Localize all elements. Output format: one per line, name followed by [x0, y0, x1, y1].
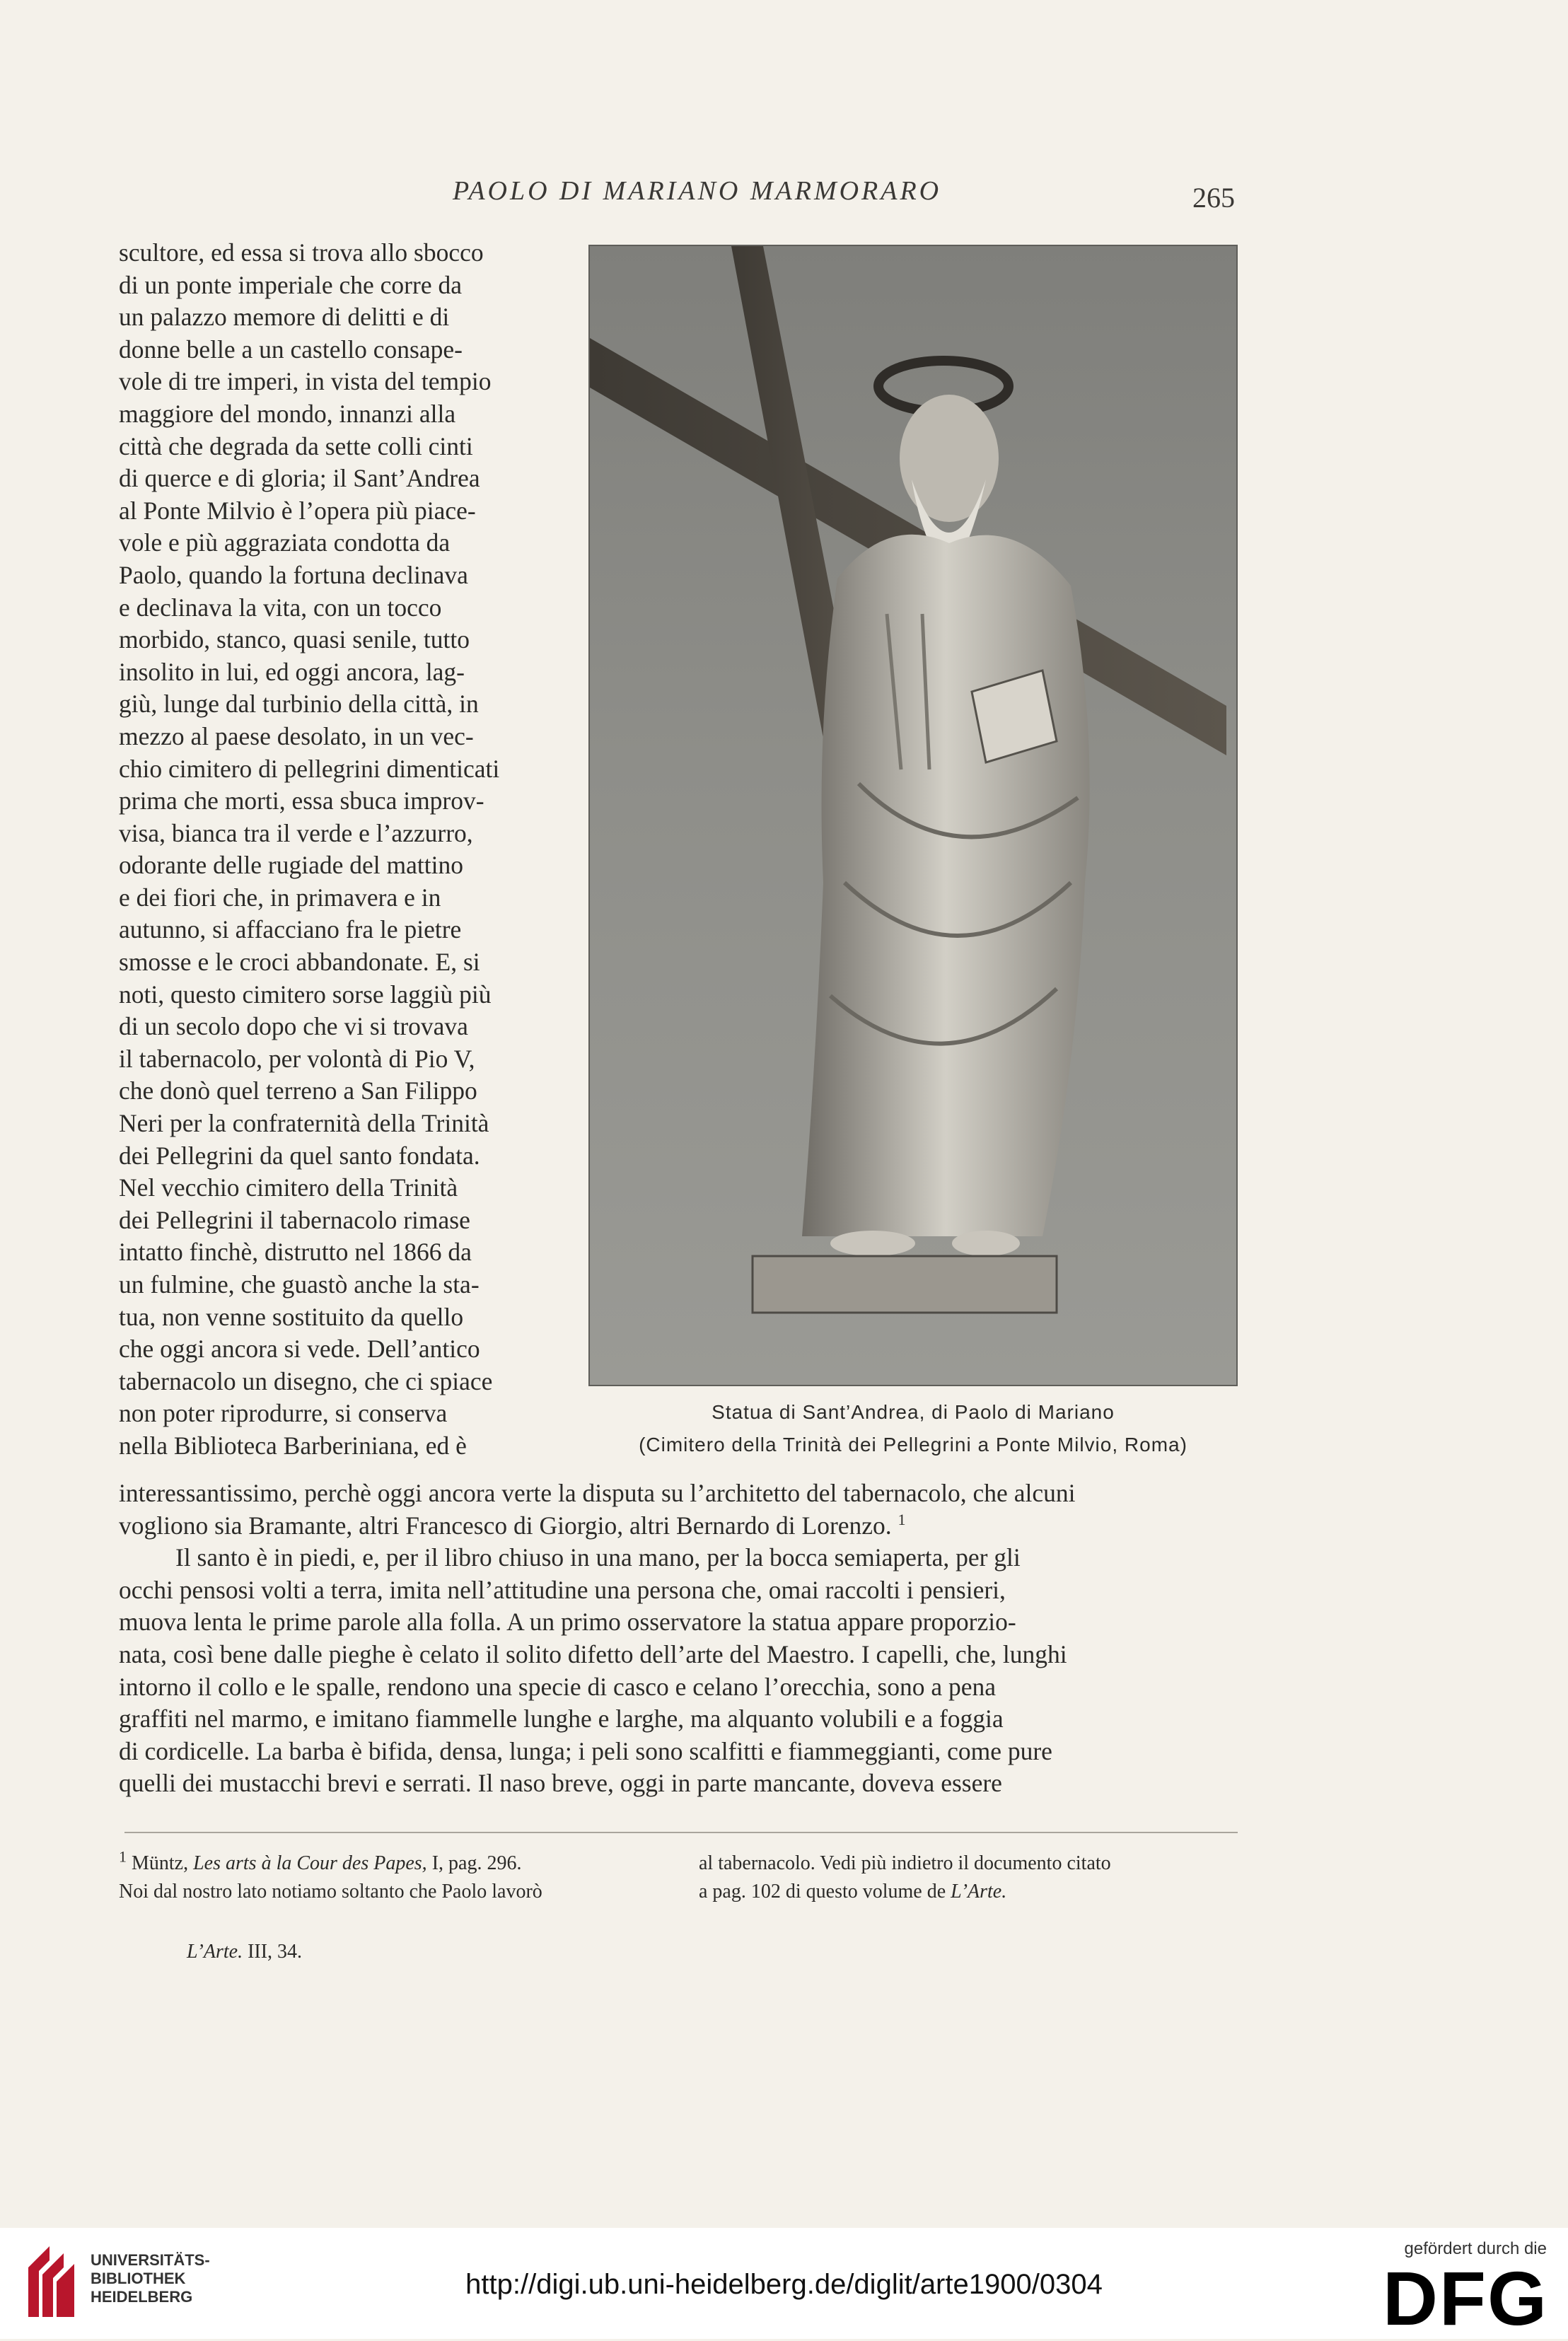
- text-line: nella Biblioteca Barberiniana, ed è: [119, 1431, 467, 1460]
- footnote-reference: I, pag. 296.: [431, 1852, 522, 1874]
- library-name-line: UNIVERSITÄTS-: [91, 2251, 210, 2269]
- figure-caption: [588, 1396, 1238, 1461]
- text-line: tua, non venne sostituito da quello: [119, 1302, 464, 1331]
- footnote-right: [699, 1849, 1236, 1906]
- text-line: dei Pellegrini il tabernacolo rimase: [119, 1205, 470, 1234]
- footnote-text: a pag. 102 di questo volume de: [699, 1881, 946, 1903]
- text-line: visa, bianca tra il verde e l’azzurro,: [119, 818, 473, 847]
- footnote-author: Müntz,: [132, 1852, 189, 1874]
- text-line: vole e più aggraziata condotta da: [119, 528, 451, 557]
- text-line: autunno, si affacciano fra le pietre: [119, 915, 462, 944]
- text-line: morbido, stanco, quasi senile, tutto: [119, 625, 470, 654]
- text-line: non poter riprodurre, si conserva: [119, 1399, 448, 1428]
- text-line: nata, così bene dalle pieghe è celato il solito difetto dell’arte del Maestro. I capelli, che, lunghi: [119, 1639, 1067, 1668]
- text-line: muova lenta le prime parole alla folla. A un primo osservatore la statua appare proporzio-: [119, 1608, 1016, 1637]
- text-line: Nel vecchio cimitero della Trinità: [119, 1173, 458, 1202]
- text-line: graffiti nel marmo, e imitano fiammelle lunghe e larghe, ma alquanto volubili e a foggia: [119, 1704, 1004, 1733]
- caption-line: Statua di Sant’Andrea, di Paolo di Mariano: [712, 1401, 1115, 1423]
- text-line: quelli dei mustacchi brevi e serrati. Il naso breve, oggi in parte mancante, doveva essere: [119, 1769, 1002, 1798]
- text-line: Neri per la confraternità della Trinità: [119, 1109, 489, 1138]
- footnote-journal: L’Arte.: [951, 1881, 1007, 1903]
- text-line: un fulmine, che guastò anche la sta-: [119, 1270, 480, 1299]
- plinth: [753, 1256, 1057, 1313]
- statue-photograph: [588, 245, 1238, 1386]
- narrow-column-text: [119, 237, 556, 1463]
- text-fragment: vogliono sia Bramante, altri Francesco di Giorgio, altri Bernardo di Lorenzo.: [119, 1511, 892, 1540]
- text-line: maggiore del mondo, innanzi alla: [119, 399, 456, 428]
- text-line: chio cimitero di pellegrini dimenticati: [119, 754, 500, 783]
- text-line: al Ponte Milvio è l’opera più piace-: [119, 496, 476, 525]
- page-number: 265: [1192, 182, 1235, 214]
- text-line: Il santo è in piedi, e, per il libro chiuso in una mano, per la bocca semiaperta, per gli: [175, 1543, 1021, 1572]
- text-line: il tabernacolo, per volontà di Pio V,: [119, 1044, 475, 1073]
- text-line: intorno il collo e le spalle, rendono una specie di casco e celano l’orecchia, sono a pena: [119, 1672, 997, 1701]
- text-line: odorante delle rugiade del mattino: [119, 851, 463, 880]
- text-line: Paolo, quando la fortuna declinava: [119, 560, 468, 589]
- statue-foot: [830, 1231, 915, 1256]
- text-line: di querce e di gloria; il Sant’Andrea: [119, 464, 480, 493]
- footnote-mark: 1: [119, 1847, 127, 1866]
- text-line: e declinava la vita, con un tocco: [119, 593, 442, 622]
- statue-head: [900, 395, 999, 522]
- statue-illustration: [590, 246, 1238, 1386]
- text-line: intatto finchè, distrutto nel 1866 da: [119, 1238, 472, 1267]
- text-line: vole di tre imperi, in vista del tempio: [119, 367, 492, 396]
- library-name-line: HEIDELBERG: [91, 2288, 193, 2306]
- caption-line: (Cimitero della Trinità dei Pellegrini a Ponte Milvio, Roma): [639, 1434, 1187, 1456]
- library-name-line: BIBLIOTHEK: [91, 2270, 186, 2287]
- signature-journal: L’Arte.: [187, 1941, 243, 1963]
- wide-column-text: [119, 1477, 1236, 1800]
- text-line: noti, questo cimitero sorse laggiù più: [119, 980, 492, 1009]
- running-title: PAOLO DI MARIANO MARMORARO: [453, 176, 942, 206]
- footnote-line: [699, 1878, 1236, 1906]
- footnotes: [119, 1849, 1236, 1906]
- text-line: smosse e le croci abbandonate. E, si: [119, 948, 480, 977]
- dfg-logo: DFG: [1383, 2255, 1548, 2341]
- text-line: tabernacolo un disegno, che ci spiace: [119, 1366, 493, 1395]
- footnote-left: [119, 1849, 656, 1906]
- text-line: [119, 1510, 1236, 1543]
- footnote-line: al tabernacolo. Vedi più indietro il documento citato: [699, 1852, 1111, 1874]
- source-url-link[interactable]: http://digi.ub.uni-heidelberg.de/diglit/arte1900/0304: [465, 2269, 1103, 2300]
- text-line: insolito in lui, ed oggi ancora, lag-: [119, 657, 465, 686]
- text-line: giù, lunge dal turbinio della città, in: [119, 690, 479, 719]
- footnote-title: Les arts à la Cour des Papes,: [193, 1852, 427, 1874]
- signature-mark: [187, 1941, 302, 1963]
- footnote-line: Noi dal nostro lato notiamo soltanto che Paolo lavorò: [119, 1881, 542, 1903]
- footnote-mark: 1: [898, 1510, 906, 1528]
- text-line: occhi pensosi volti a terra, imita nell’attitudine una persona che, omai raccolti i pensieri,: [119, 1575, 1006, 1604]
- footnote-line: [119, 1849, 656, 1878]
- text-line: un palazzo memore di delitti e di: [119, 303, 450, 332]
- text-line: città che degrada da sette colli cinti: [119, 431, 473, 460]
- text-line: prima che morti, essa sbuca improv-: [119, 786, 484, 815]
- text-line: di un ponte imperiale che corre da: [119, 270, 462, 299]
- text-line: di un secolo dopo che vi si trovava: [119, 1012, 468, 1041]
- text-line: dei Pellegrini da quel santo fondata.: [119, 1141, 480, 1170]
- text-line: e dei fiori che, in primavera e in: [119, 883, 441, 912]
- text-line: mezzo al paese desolato, in un vec-: [119, 721, 474, 750]
- text-line: interessantissimo, perchè oggi ancora verte la disputa su l’architetto del tabernacolo, che alcuni: [119, 1479, 1076, 1507]
- figure: [588, 245, 1238, 1461]
- statue-foot: [952, 1231, 1020, 1256]
- text-line: che donò quel terreno a San Filippo: [119, 1076, 477, 1105]
- funding-label: gefördert durch die: [1404, 2239, 1547, 2258]
- footnote-divider: [124, 1832, 1238, 1833]
- signature-volume: III, 34.: [248, 1941, 303, 1963]
- text-line: di cordicelle. La barba è bifida, densa, lunga; i peli sono scalfitti e fiammeggianti, come pure: [119, 1736, 1052, 1765]
- text-line: che oggi ancora si vede. Dell’antico: [119, 1335, 480, 1364]
- text-line: scultore, ed essa si trova allo sbocco: [119, 238, 484, 267]
- text-line: donne belle a un castello consape-: [119, 335, 463, 364]
